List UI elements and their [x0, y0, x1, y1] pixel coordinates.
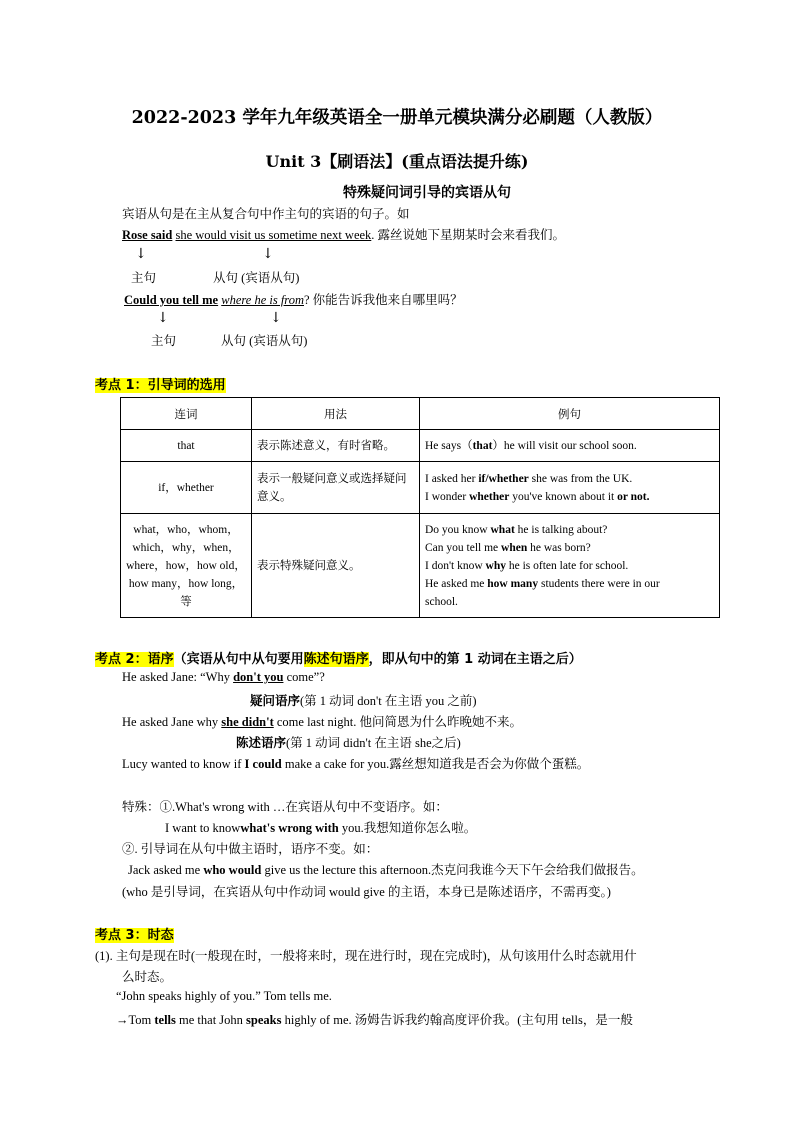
word-order-example-1: He asked Jane: “Why don't you come”? [122, 670, 325, 684]
table-cell: 表示一般疑问意义或选择疑问意义。 [252, 462, 420, 514]
example-text: ）he will visit our school soon. [492, 439, 637, 452]
table-cell: I asked her if/whether she was from the UK. I wonder whether you've known about it or not. [420, 462, 720, 514]
example-text: He says（ [425, 439, 473, 452]
conjunction-table [120, 397, 720, 618]
table-cell: that [121, 430, 252, 462]
example-keyword: or not. [617, 490, 650, 503]
label-object-clause: 从句 (宾语从句) [221, 334, 308, 348]
special-case-2: ②. 引导词在从句中做主语时，语序不变。如： [122, 842, 379, 856]
word-order-example-2: He asked Jane why she didn't come last night. 他问简恩为什么昨晚她不来。 [122, 715, 522, 729]
special-case-2-explanation: (who 是引导词，在宾语从句中作动词 would give 的主语，本身已是陈述语序，不需再变。) [122, 885, 611, 899]
document-title: 2022-2023 学年九年级英语全一册单元模块满分必刷题（人教版） [131, 108, 663, 128]
example-2-translation: ? 你能告诉我他来自哪里吗？ [303, 293, 463, 307]
special-case-1: 特殊：①.What's wrong with …在宾语从句中不变语序。如： [122, 800, 448, 814]
intro-definition: 宾语从句是在主从复合句中作主句的宾语的句子。如 [122, 207, 410, 221]
label-main-clause: 主句 [131, 271, 157, 285]
table-cell: if，whether [121, 462, 252, 514]
point-3-heading: 考点 3：时态 [95, 928, 174, 943]
example-2-main-clause: Could you tell me [124, 293, 219, 307]
example-1-translation: . 露丝说她下星期某时会来看我们。 [371, 228, 566, 242]
example-keyword: that [472, 439, 493, 452]
tense-example-direct: “John speaks highly of you.” Tom tells me. [116, 989, 332, 1003]
word-order-example-3: Lucy wanted to know if I could make a cake for you.露丝想知道我是否会为你做个蛋糕。 [122, 757, 590, 771]
label-object-clause: 从句 (宾语从句) [213, 271, 300, 285]
table-cell: 表示陈述意义，有时省略。 [252, 430, 420, 462]
table-header: 例句 [420, 398, 720, 430]
arrow-down-icon: ↓ [270, 310, 282, 326]
tense-rule-1-cont: 么时态。 [122, 970, 173, 984]
document-subtitle: Unit 3【刷语法】(重点语法提升练) [265, 152, 529, 171]
arrow-down-icon: ↓ [157, 310, 169, 326]
example-keyword: what [490, 523, 515, 536]
point-2-heading: 考点 2：语序（宾语从句中从句要用陈述句语序，即从句中的第 1 动词在主语之后） [95, 652, 582, 667]
table-cell: what，who，whom，which，why，when，where，how，how old，how many，how long，等 [121, 514, 252, 618]
label-main-clause: 主句 [151, 334, 177, 348]
intro-example-2 [124, 290, 463, 308]
example-1-main-clause: Rose said [122, 228, 173, 242]
example-keyword: if/whether [478, 472, 529, 485]
table-cell [420, 430, 720, 462]
example-2-object-clause: where he is from [221, 293, 304, 307]
special-case-2-example: Jack asked me who would give us the lecture this afternoon.杰克问我谁今天下午会给我们做报告。 [128, 863, 644, 877]
word-order-note-2: 陈述语序(第 1 动词 didn't 在主语 she之后) [236, 736, 461, 750]
table-cell: Do you know what he is talking about? Can you tell me when he was born? I don't know why he is often late for school. He asked me how many students there were in our school. [420, 514, 720, 618]
table-cell: 表示特殊疑问意义。 [252, 514, 420, 618]
table-header-row [121, 398, 720, 430]
point-1-heading: 考点 1：引导词的选用 [95, 378, 226, 393]
table-row [121, 462, 720, 514]
topic-heading: 特殊疑问词引导的宾语从句 [343, 185, 511, 201]
example-keyword: how many [487, 577, 539, 590]
table-header: 用法 [252, 398, 420, 430]
example-keyword: when [501, 541, 528, 554]
table-row [121, 514, 720, 618]
example-keyword: whether [469, 490, 510, 503]
intro-example-1 [122, 225, 565, 243]
table-header: 连词 [121, 398, 252, 430]
tense-example-indirect: →Tom tells me that John speaks highly of me. 汤姆告诉我约翰高度评价我。(主句用 tells，是一般 [116, 1013, 633, 1027]
arrow-down-icon: ↓ [135, 246, 147, 262]
arrow-down-icon: ↓ [262, 246, 274, 262]
word-order-note-1: 疑问语序(第 1 动词 don't 在主语 you 之前) [250, 694, 477, 708]
example-1-object-clause: she would visit us sometime next week [175, 228, 372, 242]
table-row [121, 430, 720, 462]
special-case-1-example: I want to knowwhat's wrong with you.我想知道你怎么啦。 [165, 821, 477, 835]
example-keyword: why [485, 559, 506, 572]
tense-rule-1: (1). 主句是现在时(一般现在时，一般将来时，现在进行时，现在完成时)，从句该用什么时态就用什 [95, 949, 637, 963]
